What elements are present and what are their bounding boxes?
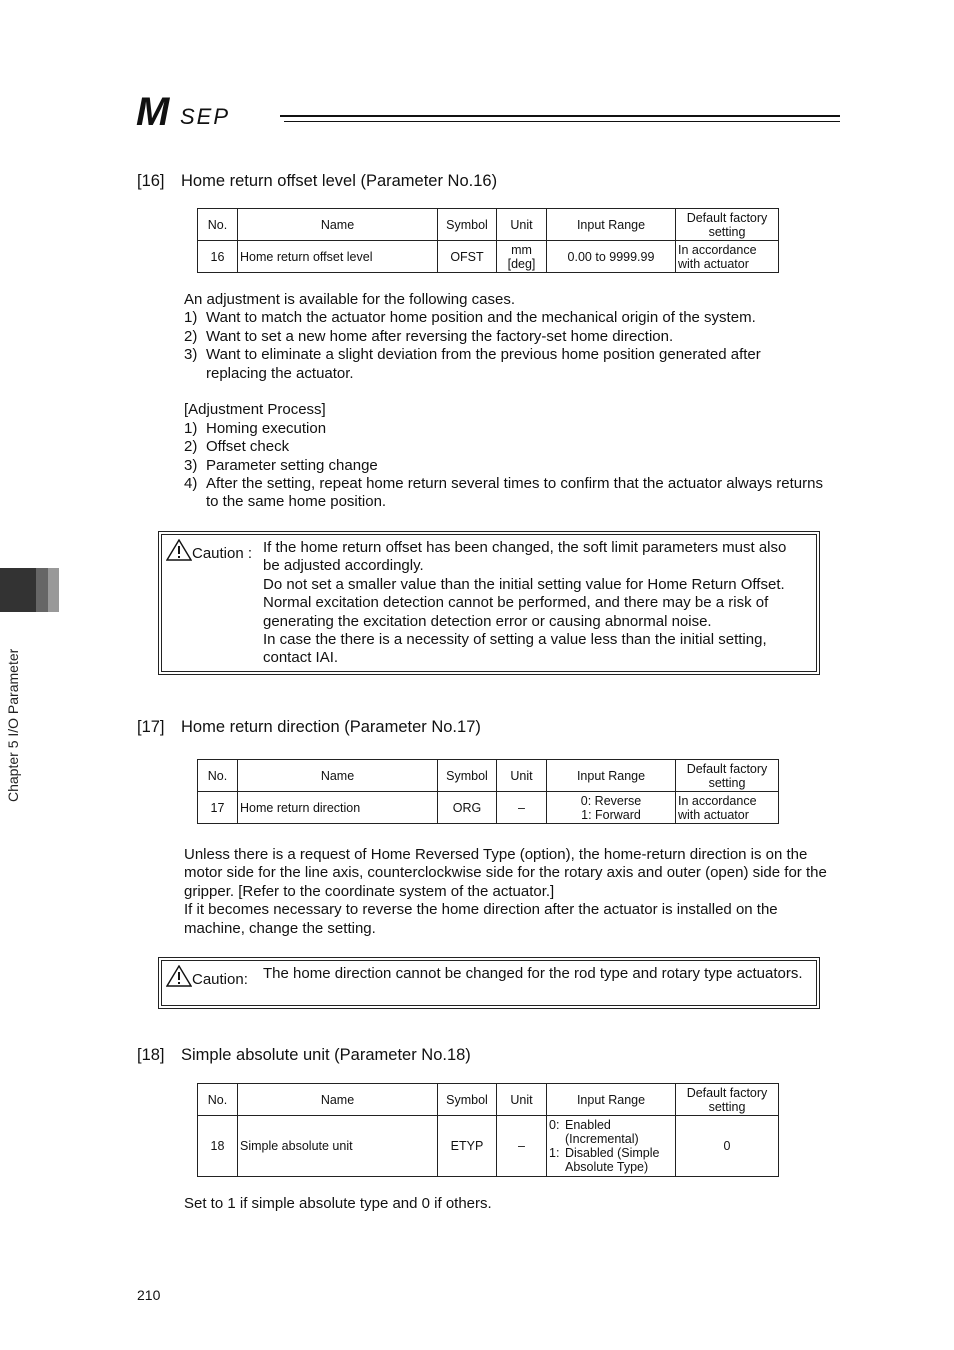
caution-label-text: Caution: <box>192 971 248 988</box>
warning-triangle-icon <box>166 965 192 987</box>
body-paragraph: Unless there is a request of Home Reversed Type (option), the home-return direction is on the motor side for the line axis, counterclockwise side for the rotary axis and outer (open) side for the gripper. [Refer to the coordinate system of the actuator.] <box>184 846 827 900</box>
item-text: Want to set a new home after reversing the factory-set home direction. <box>206 327 674 345</box>
header-default: Default factory setting <box>676 1084 779 1116</box>
cell-no: 17 <box>198 792 238 824</box>
caution-label <box>166 539 252 563</box>
process-title: [Adjustment Process] <box>184 401 326 419</box>
list-item <box>184 346 806 383</box>
caution-label-text: Caution : <box>192 545 253 562</box>
cell-no: 18 <box>198 1116 238 1177</box>
range-item <box>549 1146 673 1174</box>
chapter-tab-marker-light <box>48 568 59 612</box>
item-number: 3) <box>184 456 198 474</box>
section-18-heading <box>137 1045 471 1065</box>
item-text: Homing execution <box>206 419 327 437</box>
page-number: 210 <box>137 1287 161 1303</box>
section-title: Home return direction (Parameter No.17) <box>181 718 481 736</box>
section-title: Simple absolute unit (Parameter No.18) <box>181 1046 471 1064</box>
header-default: Default factory setting <box>676 209 779 241</box>
cell-default: In accordance with actuator <box>676 241 779 273</box>
range-item-text: Disabled (Simple Absolute Type) <box>565 1146 660 1174</box>
header-unit: Unit <box>497 1084 547 1116</box>
header-name: Name <box>238 760 438 792</box>
header-input-range: Input Range <box>547 1084 676 1116</box>
range-item-number: 1: <box>549 1146 560 1160</box>
item-text: After the setting, repeat home return several times to confirm that the actuator always returns to the same home position. <box>206 475 823 511</box>
caution-inner <box>161 960 817 1006</box>
caution-line: If the home return offset has been changed, the soft limit parameters must also be adjusted accordingly. <box>263 539 787 575</box>
cell-default: 0 <box>676 1116 779 1177</box>
header-rule-thin <box>284 121 840 122</box>
header-rule <box>280 115 840 117</box>
caution-inner <box>161 534 817 672</box>
section-17-heading <box>137 717 481 737</box>
table-header-row <box>198 209 779 241</box>
caution-line: Do not set a smaller value than the initial setting value for Home Return Offset. Normal excitation detection cannot be performed, and there may be a risk of generating the excitation detection error or causing abnormal noise. <box>263 575 785 630</box>
caution-line: The home direction cannot be changed for the rod type and rotary type actuators. <box>263 965 803 982</box>
caution-line: In case the there is a necessity of setting a value less than the initial setting, contact IAI. <box>263 631 767 667</box>
logo-sep: SEP <box>180 104 231 129</box>
header-no: No. <box>198 1084 238 1116</box>
cell-name: Home return direction <box>238 792 438 824</box>
cell-unit: mm [deg] <box>497 241 547 273</box>
header-symbol: Symbol <box>438 760 497 792</box>
cell-unit: – <box>497 1116 547 1177</box>
item-text: Offset check <box>206 438 290 456</box>
cell-input-range <box>547 792 676 824</box>
list-item <box>184 438 824 456</box>
warning-triangle-icon <box>166 539 192 561</box>
chapter-tab-marker-mid <box>36 568 48 612</box>
caution-box-17 <box>158 957 820 1009</box>
list-item <box>184 328 824 346</box>
param-18-table <box>197 1083 779 1177</box>
note-text: Set to 1 if simple absolute type and 0 if others. <box>184 1195 492 1212</box>
header-input-range: Input Range <box>547 209 676 241</box>
param-17-table <box>197 759 779 824</box>
section-title: Home return offset level (Parameter No.16) <box>181 172 498 190</box>
item-text: Parameter setting change <box>206 456 378 474</box>
item-number: 1) <box>184 309 198 327</box>
body-paragraph: If it becomes necessary to reverse the home direction after the actuator is installed on the machine, change the setting. <box>184 901 778 937</box>
caution-text <box>263 965 806 983</box>
section-18-note <box>184 1195 824 1213</box>
item-text: Want to match the actuator home position and the mechanical origin of the system. <box>206 309 756 327</box>
cell-no: 16 <box>198 241 238 273</box>
section-16-body <box>184 291 824 512</box>
header-default: Default factory setting <box>676 760 779 792</box>
section-number: [16] <box>137 172 165 190</box>
chapter-label: Chapter 5 I/O Parameter <box>5 648 21 802</box>
item-number: 2) <box>184 327 198 345</box>
table-header-row <box>198 1084 779 1116</box>
item-number: 2) <box>184 438 198 456</box>
range-item <box>549 1118 673 1146</box>
header-symbol: Symbol <box>438 209 497 241</box>
item-number: 3) <box>184 346 198 364</box>
table-row <box>198 241 779 273</box>
intro-text: An adjustment is available for the following cases. <box>184 291 516 308</box>
cell-name: Home return offset level <box>238 241 438 273</box>
range-line: 1: Forward <box>581 807 641 822</box>
caution-label <box>166 965 248 989</box>
table-row <box>198 1116 779 1177</box>
header-no: No. <box>198 209 238 241</box>
cell-input-range <box>547 1116 676 1177</box>
cell-input-range: 0.00 to 9999.99 <box>547 241 676 273</box>
header-name: Name <box>238 209 438 241</box>
cell-symbol: ETYP <box>438 1116 497 1177</box>
range-item-text: Enabled (Incremental) <box>565 1118 639 1146</box>
cell-symbol: ORG <box>438 792 497 824</box>
cell-symbol: OFST <box>438 241 497 273</box>
section-16-heading <box>137 171 497 191</box>
section-17-body <box>184 846 829 938</box>
caution-box-16 <box>158 531 820 675</box>
list-item <box>184 309 824 327</box>
header-input-range: Input Range <box>547 760 676 792</box>
list-item <box>184 475 826 512</box>
cell-name: Simple absolute unit <box>238 1116 438 1177</box>
section-number: [17] <box>137 718 165 736</box>
list-item <box>184 420 824 438</box>
header-name: Name <box>238 1084 438 1116</box>
item-number: 1) <box>184 419 198 437</box>
item-text: Want to eliminate a slight deviation from the previous home position generated after replacing the actuator. <box>206 346 761 382</box>
range-item-number: 0: <box>549 1118 560 1132</box>
range-line: 0: Reverse <box>580 793 642 808</box>
list-item <box>184 457 824 475</box>
cell-unit: – <box>497 792 547 824</box>
header-no: No. <box>198 760 238 792</box>
table-row <box>198 792 779 824</box>
item-number: 4) <box>184 475 198 493</box>
caution-text <box>263 539 806 668</box>
chapter-tab-marker <box>0 568 36 612</box>
param-16-table <box>197 208 779 273</box>
table-header-row <box>198 760 779 792</box>
section-number: [18] <box>137 1046 165 1064</box>
cell-default: In accordance with actuator <box>676 792 779 824</box>
logo-m: M <box>136 90 169 134</box>
header-unit: Unit <box>497 760 547 792</box>
header-unit: Unit <box>497 209 547 241</box>
header-symbol: Symbol <box>438 1084 497 1116</box>
